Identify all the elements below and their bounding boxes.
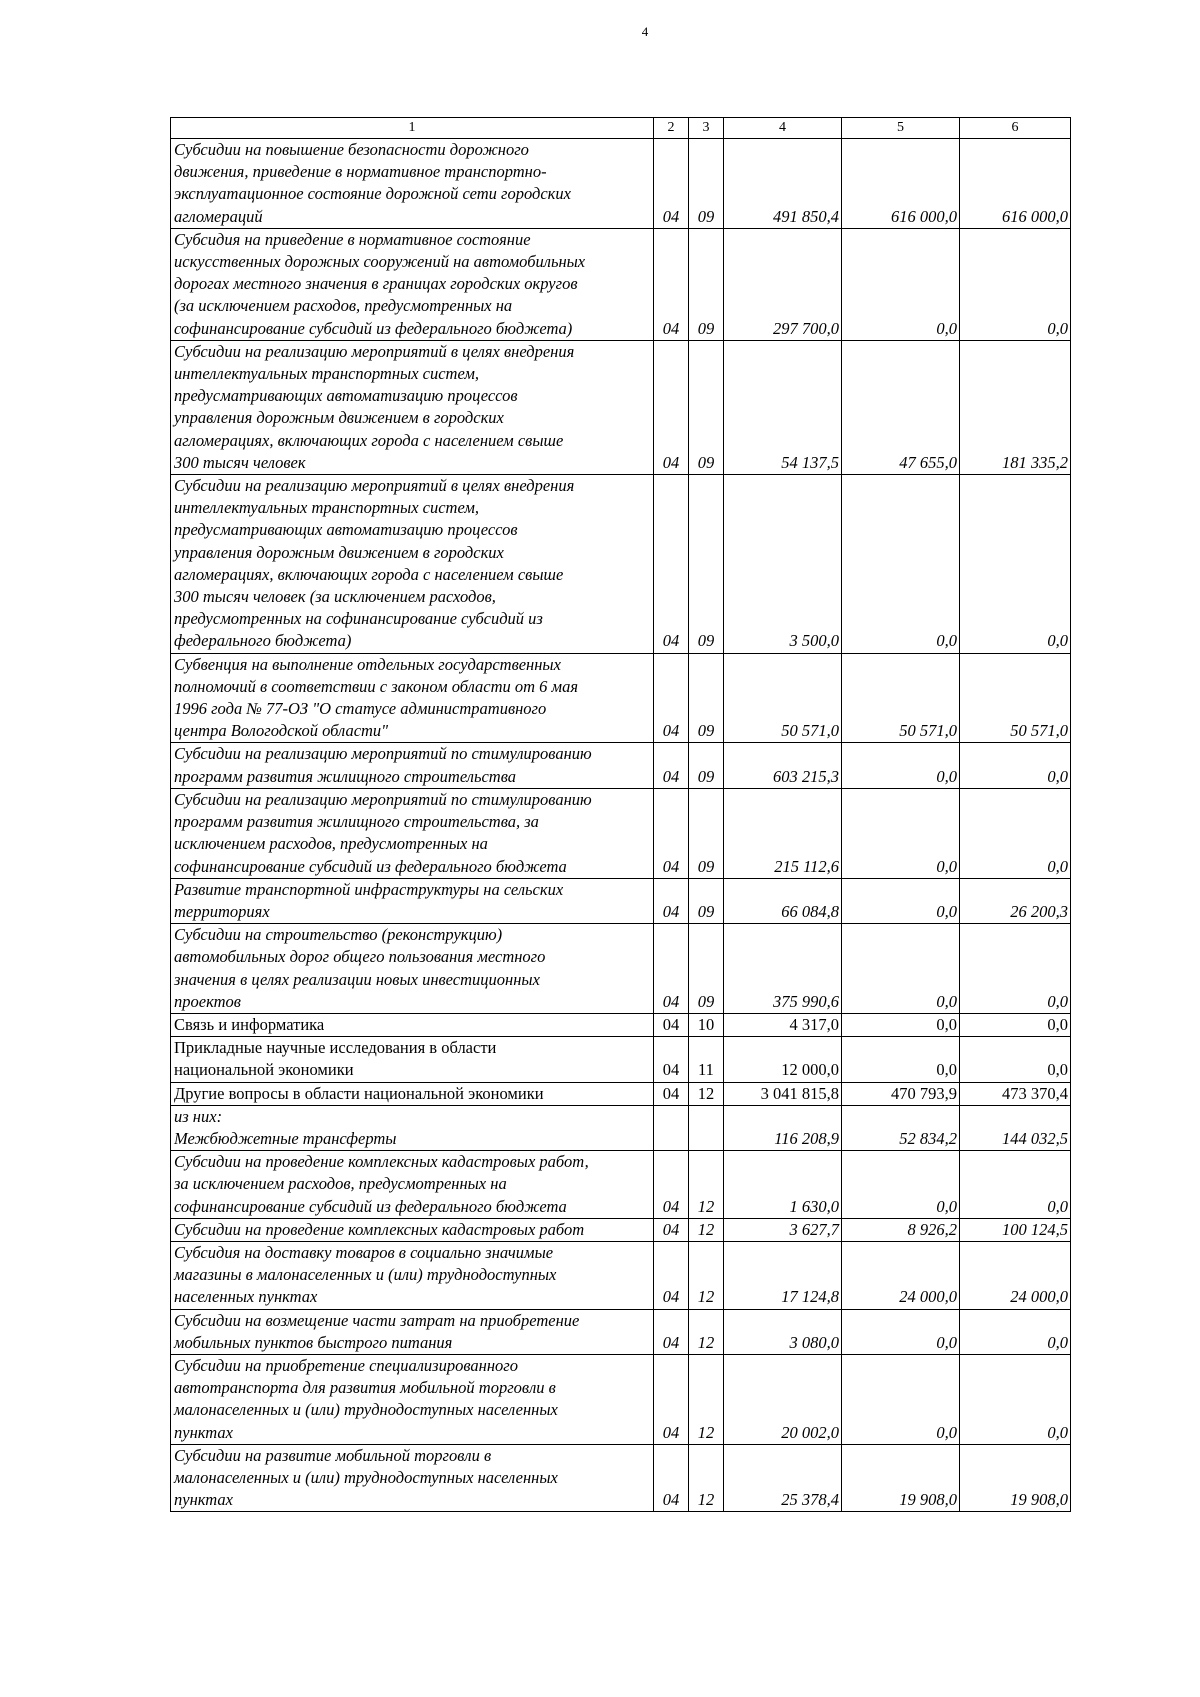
row-name-line: федерального бюджета)	[174, 631, 352, 651]
section-code-cell	[654, 1105, 689, 1150]
section-code-cell: 04	[654, 1444, 689, 1512]
row-name-line: предусмотренных на софинансирование субсидий из	[174, 609, 543, 629]
row-name-cell	[171, 475, 654, 654]
amount-col4-cell: 116 208,9	[724, 1105, 842, 1150]
row-name-cell	[171, 1309, 654, 1354]
amount-col6-cell: 0,0	[960, 228, 1071, 340]
amount-col4-cell: 25 378,4	[724, 1444, 842, 1512]
budget-table-body	[171, 118, 1071, 1512]
amount-col4-cell: 17 124,8	[724, 1241, 842, 1309]
row-name-line: (за исключением расходов, предусмотренных на	[174, 296, 513, 316]
amount-col6-cell: 0,0	[960, 1013, 1071, 1036]
amount-col6-cell: 0,0	[960, 1354, 1071, 1444]
row-name-line: программ развития жилищного строительства	[174, 766, 516, 786]
table-row	[171, 340, 1071, 474]
table-header-row	[171, 118, 1071, 139]
amount-col5-cell: 0,0	[842, 743, 960, 788]
row-name-line: Субсидии на проведение комплексных кадастровых работ	[174, 1219, 585, 1239]
row-name-cell	[171, 139, 654, 229]
page-number: 4	[641, 24, 649, 39]
amount-col6-cell: 144 032,5	[960, 1105, 1071, 1150]
row-name-cell	[171, 1218, 654, 1241]
row-name-line: национальной экономики	[174, 1060, 354, 1080]
subsection-code-cell: 09	[689, 653, 724, 743]
row-name-line: проектов	[174, 991, 241, 1011]
table-row	[171, 1105, 1071, 1150]
amount-col5-cell: 0,0	[842, 228, 960, 340]
section-code-cell: 04	[654, 653, 689, 743]
row-name-line: Субсидии на приобретение специализированного	[174, 1355, 518, 1375]
subsection-code-cell: 12	[689, 1151, 724, 1219]
row-name-line: полномочий в соответствии с законом области от 6 мая	[174, 676, 579, 696]
row-name-line: Субсидии на реализацию мероприятий по стимулированию	[174, 744, 592, 764]
section-code-cell: 04	[654, 924, 689, 1014]
row-name-line: пунктах	[174, 1422, 233, 1442]
section-code-cell: 04	[654, 139, 689, 229]
amount-col6-cell: 24 000,0	[960, 1241, 1071, 1309]
amount-col5-cell: 0,0	[842, 924, 960, 1014]
amount-col5-cell: 470 793,9	[842, 1082, 960, 1105]
section-code-cell: 04	[654, 475, 689, 654]
amount-col5-cell: 0,0	[842, 1013, 960, 1036]
row-name-line: софинансирование субсидий из федерального бюджета	[174, 856, 567, 876]
table-row	[171, 1241, 1071, 1309]
table-row	[171, 1013, 1071, 1036]
section-code-cell: 04	[654, 1309, 689, 1354]
row-name-line: Субсидии на повышение безопасности дорожного	[174, 140, 529, 159]
row-name-line: программ развития жилищного строительства, за	[174, 812, 539, 832]
amount-col4-cell: 4 317,0	[724, 1013, 842, 1036]
table-row	[171, 788, 1071, 878]
row-name-cell	[171, 1241, 654, 1309]
section-code-cell: 04	[654, 340, 689, 474]
row-name-line: Субсидия на приведение в нормативное состояние	[174, 229, 531, 249]
row-name-line: Субсидии на реализацию мероприятий в целях внедрения	[174, 341, 575, 361]
header-cell-6: 6	[960, 118, 1071, 139]
section-code-cell: 04	[654, 788, 689, 878]
row-name-line: исключением расходов, предусмотренных на	[174, 834, 488, 854]
row-name-line: Субсидии на реализацию мероприятий по стимулированию	[174, 789, 592, 809]
row-name-line: Прикладные научные исследования в области	[174, 1038, 497, 1058]
subsection-code-cell: 12	[689, 1309, 724, 1354]
table-row	[171, 228, 1071, 340]
section-code-cell: 04	[654, 1151, 689, 1219]
amount-col5-cell: 0,0	[842, 1037, 960, 1082]
subsection-code-cell: 12	[689, 1241, 724, 1309]
row-name-line: малонаселенных и (или) труднодоступных населенных	[174, 1400, 558, 1420]
amount-col5-cell: 0,0	[842, 1354, 960, 1444]
amount-col4-cell: 3 500,0	[724, 475, 842, 654]
amount-col6-cell: 50 571,0	[960, 653, 1071, 743]
row-name-line: Другие вопросы в области национальной экономики	[174, 1083, 544, 1103]
amount-col5-cell: 47 655,0	[842, 340, 960, 474]
row-name-line: территориях	[174, 901, 270, 921]
header-cell-5: 5	[842, 118, 960, 139]
row-name-line: управления дорожным движением в городских	[174, 542, 504, 562]
table-row	[171, 924, 1071, 1014]
row-name-cell	[171, 1354, 654, 1444]
amount-col5-cell: 0,0	[842, 878, 960, 923]
amount-col4-cell: 297 700,0	[724, 228, 842, 340]
row-name-line: Связь и информатика	[174, 1014, 325, 1034]
row-name-line: магазины в малонаселенных и (или) труднодоступных	[174, 1265, 557, 1285]
row-name-line: Субсидии на возмещение части затрат на приобретение	[174, 1310, 580, 1330]
subsection-code-cell: 09	[689, 743, 724, 788]
amount-col4-cell: 12 000,0	[724, 1037, 842, 1082]
amount-col6-cell: 100 124,5	[960, 1218, 1071, 1241]
row-name-line: софинансирование субсидий из федерального бюджета)	[174, 318, 573, 338]
row-name-line: интеллектуальных транспортных систем,	[174, 364, 480, 384]
amount-col4-cell: 50 571,0	[724, 653, 842, 743]
amount-col6-cell: 0,0	[960, 1151, 1071, 1219]
row-name-line: интеллектуальных транспортных систем,	[174, 498, 480, 518]
amount-col6-cell: 0,0	[960, 743, 1071, 788]
row-name-cell	[171, 788, 654, 878]
row-name-cell	[171, 1037, 654, 1082]
amount-col6-cell: 0,0	[960, 475, 1071, 654]
subsection-code-cell: 11	[689, 1037, 724, 1082]
table-row	[171, 743, 1071, 788]
subsection-code-cell: 12	[689, 1218, 724, 1241]
subsection-code-cell: 12	[689, 1354, 724, 1444]
subsection-code-cell: 12	[689, 1444, 724, 1512]
section-code-cell: 04	[654, 1037, 689, 1082]
row-name-cell	[171, 1444, 654, 1512]
row-name-line: автомобильных дорог общего пользования местного	[174, 947, 546, 967]
subsection-code-cell: 12	[689, 1082, 724, 1105]
row-name-cell	[171, 653, 654, 743]
row-name-line: предусматривающих автоматизацию процессов	[174, 520, 518, 540]
amount-col4-cell: 3 627,7	[724, 1218, 842, 1241]
table-row	[171, 653, 1071, 743]
table-row	[171, 475, 1071, 654]
amount-col6-cell: 473 370,4	[960, 1082, 1071, 1105]
subsection-code-cell: 09	[689, 139, 724, 229]
amount-col5-cell: 0,0	[842, 788, 960, 878]
amount-col6-cell: 0,0	[960, 788, 1071, 878]
header-cell-1: 1	[171, 118, 654, 139]
amount-col5-cell: 0,0	[842, 475, 960, 654]
row-name-cell	[171, 1151, 654, 1219]
row-name-cell	[171, 1082, 654, 1105]
table-row	[171, 1309, 1071, 1354]
row-name-line: Субсидии на строительство (реконструкцию)	[174, 925, 503, 945]
header-cell-2: 2	[654, 118, 689, 139]
row-name-line: мобильных пунктов быстрого питания	[174, 1332, 453, 1352]
amount-col5-cell: 50 571,0	[842, 653, 960, 743]
row-name-cell	[171, 228, 654, 340]
subsection-code-cell: 09	[689, 788, 724, 878]
section-code-cell: 04	[654, 743, 689, 788]
amount-col4-cell: 603 215,3	[724, 743, 842, 788]
subsection-code-cell: 09	[689, 475, 724, 654]
table-row	[171, 1151, 1071, 1219]
amount-col4-cell: 215 112,6	[724, 788, 842, 878]
amount-col5-cell: 0,0	[842, 1309, 960, 1354]
row-name-line: софинансирование субсидий из федерального бюджета	[174, 1196, 567, 1216]
table-row	[171, 1444, 1071, 1512]
row-name-line: пунктах	[174, 1490, 233, 1510]
amount-col4-cell: 1 630,0	[724, 1151, 842, 1219]
section-code-cell: 04	[654, 878, 689, 923]
amount-col5-cell: 24 000,0	[842, 1241, 960, 1309]
row-name-cell	[171, 340, 654, 474]
row-name-line: значения в целях реализации новых инвестиционных	[174, 969, 540, 989]
row-name-line: из них:	[174, 1106, 223, 1126]
row-name-line: Субвенция на выполнение отдельных государственных	[174, 654, 561, 674]
row-name-line: агломераций	[174, 206, 263, 226]
row-name-line: Субсидии на реализацию мероприятий в целях внедрения	[174, 476, 575, 496]
table-row	[171, 1082, 1071, 1105]
amount-col6-cell: 0,0	[960, 1037, 1071, 1082]
section-code-cell: 04	[654, 1241, 689, 1309]
amount-col6-cell: 616 000,0	[960, 139, 1071, 229]
table-row	[171, 1037, 1071, 1082]
row-name-line: Развитие транспортной инфраструктуры на сельских	[174, 879, 564, 899]
header-cell-3: 3	[689, 118, 724, 139]
amount-col6-cell: 26 200,3	[960, 878, 1071, 923]
row-name-line: 300 тысяч человек	[174, 452, 306, 472]
amount-col4-cell: 375 990,6	[724, 924, 842, 1014]
row-name-line: Субсидия на доставку товаров в социально значимые	[174, 1242, 554, 1262]
section-code-cell: 04	[654, 1082, 689, 1105]
row-name-line: центра Вологодской области"	[174, 721, 389, 741]
row-name-line: агломерациях, включающих города с населением свыше	[174, 564, 564, 584]
row-name-cell	[171, 743, 654, 788]
subsection-code-cell	[689, 1105, 724, 1150]
amount-col4-cell: 3 041 815,8	[724, 1082, 842, 1105]
amount-col5-cell: 52 834,2	[842, 1105, 960, 1150]
amount-col4-cell: 20 002,0	[724, 1354, 842, 1444]
section-code-cell: 04	[654, 1013, 689, 1036]
row-name-line: Межбюджетные трансферты	[174, 1128, 397, 1148]
header-cell-4: 4	[724, 118, 842, 139]
row-name-line: агломерациях, включающих города с населением свыше	[174, 430, 564, 450]
subsection-code-cell: 09	[689, 878, 724, 923]
row-name-cell	[171, 924, 654, 1014]
row-name-line: за исключением расходов, предусмотренных на	[174, 1174, 507, 1194]
row-name-line: Субсидии на развитие мобильной торговли в	[174, 1445, 492, 1465]
row-name-cell	[171, 878, 654, 923]
row-name-cell	[171, 1013, 654, 1036]
subsection-code-cell: 10	[689, 1013, 724, 1036]
row-name-cell	[171, 1105, 654, 1150]
amount-col6-cell: 0,0	[960, 1309, 1071, 1354]
row-name-line: дорогах местного значения в границах городских округов	[174, 274, 578, 294]
section-code-cell: 04	[654, 1218, 689, 1241]
row-name-line: движения, приведение в нормативное транспортно-	[174, 162, 547, 182]
row-name-line: 1996 года № 77-ОЗ "О статусе административного	[174, 699, 547, 719]
row-name-line: населенных пунктах	[174, 1287, 318, 1307]
subsection-code-cell: 09	[689, 340, 724, 474]
subsection-code-cell: 09	[689, 924, 724, 1014]
section-code-cell: 04	[654, 228, 689, 340]
amount-col4-cell: 66 084,8	[724, 878, 842, 923]
amount-col6-cell: 0,0	[960, 924, 1071, 1014]
row-name-line: малонаселенных и (или) труднодоступных населенных	[174, 1467, 558, 1487]
row-name-line: предусматривающих автоматизацию процессов	[174, 386, 518, 406]
amount-col6-cell: 19 908,0	[960, 1444, 1071, 1512]
table-row	[171, 139, 1071, 229]
amount-col6-cell: 181 335,2	[960, 340, 1071, 474]
table-row	[171, 1218, 1071, 1241]
amount-col5-cell: 19 908,0	[842, 1444, 960, 1512]
row-name-line: Субсидии на проведение комплексных кадастровых работ,	[174, 1152, 589, 1172]
row-name-line: автотранспорта для развития мобильной торговли в	[174, 1378, 556, 1398]
row-name-line: эксплуатационное состояние дорожной сети городских	[174, 184, 571, 204]
table-row	[171, 1354, 1071, 1444]
amount-col5-cell: 8 926,2	[842, 1218, 960, 1241]
amount-col5-cell: 0,0	[842, 1151, 960, 1219]
table-row	[171, 878, 1071, 923]
subsection-code-cell: 09	[689, 228, 724, 340]
row-name-line: 300 тысяч человек (за исключением расходов,	[174, 587, 496, 607]
section-code-cell: 04	[654, 1354, 689, 1444]
budget-table	[170, 117, 1071, 1512]
amount-col4-cell: 54 137,5	[724, 340, 842, 474]
amount-col4-cell: 491 850,4	[724, 139, 842, 229]
amount-col4-cell: 3 080,0	[724, 1309, 842, 1354]
row-name-line: управления дорожным движением в городских	[174, 408, 504, 428]
amount-col5-cell: 616 000,0	[842, 139, 960, 229]
row-name-line: искусственных дорожных сооружений на автомобильных	[174, 252, 586, 272]
